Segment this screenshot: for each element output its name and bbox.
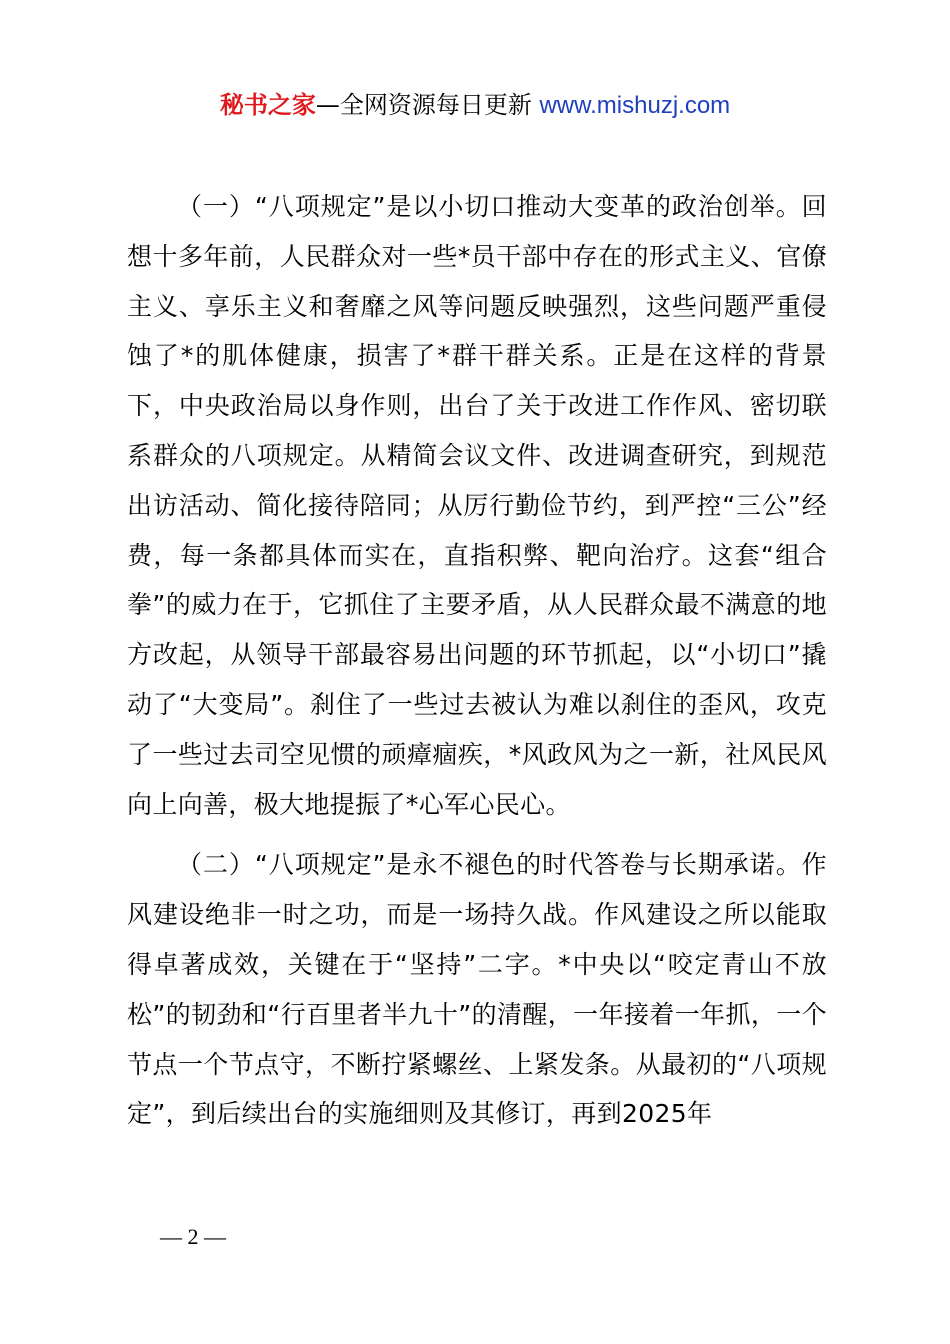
- document-body: [127, 182, 827, 1139]
- header-tagline: —全网资源每日更新: [315, 91, 532, 119]
- page-number: — 2 —: [160, 1224, 226, 1249]
- site-header: [0, 88, 950, 123]
- paragraph-2: （二）“八项规定”是永不褪色的时代答卷与长期承诺。作风建设绝非一时之功，而是一场持久战。作风建设之所以能取得卓著成效，关键在于“坚持”二字。*中央以“咬定青山不放松”的韧劲和“行百里者半九十”的清醒，一年接着一年抓，一个节点一个节点守，不断拧紧螺丝、上紧发条。从最初的“八项规定”，到后续出台的实施细则及其修订，再到2025年: [127, 850, 827, 1129]
- brand-name: 秘书之家: [219, 91, 316, 119]
- paragraph-1: （一）“八项规定”是以小切口推动大变革的政治创举。回想十多年前，人民群众对一些*员干部中存在的形式主义、官僚主义、享乐主义和奢靡之风等问题反映强烈，这些问题严重侵蚀了*的肌体健康，损害了*群干群关系。正是在这样的背景下，中央政治局以身作则，出台了关于改进工作作风、密切联系群众的八项规定。从精简会议文件、改进调查研究，到规范出访活动、简化接待陪同；从厉行勤俭节约，到严控“三公”经费，每一条都具体而实在，直指积弊、靶向治疗。这套“组合拳”的威力在于，它抓住了主要矛盾，从人民群众最不满意的地方改起，从领导干部最容易出问题的环节抓起，以“小切口”撬动了“大变局”。刹住了一些过去被认为难以刹住的歪风，攻克了一些过去司空见惯的顽瘴痼疾，*风政风为之一新，社风民风向上向善，极大地提振了*心军心民心。: [127, 192, 827, 819]
- site-url-link[interactable]: www.mishuzj.com: [539, 92, 731, 119]
